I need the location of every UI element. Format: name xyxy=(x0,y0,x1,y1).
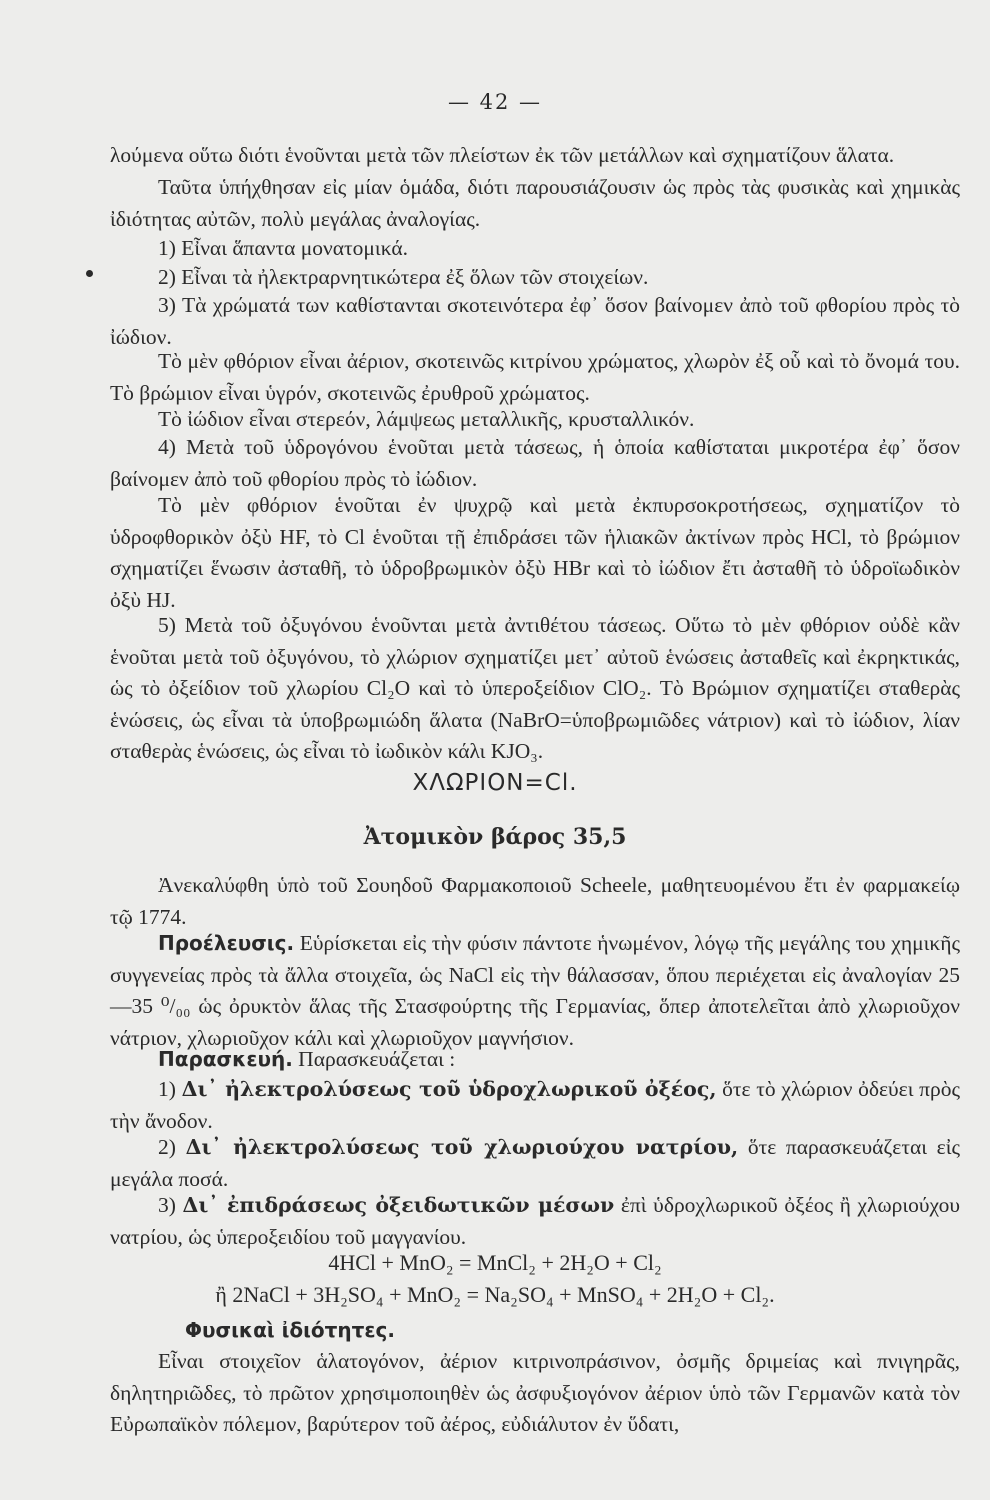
page-number: — 42 — xyxy=(447,90,543,114)
paragraph-preparation xyxy=(110,1044,960,1076)
paragraph-colors: Τὸ μὲν φθόριον εἶναι ἀέριον, σκοτεινῶς κιτρίνου χρώματος, χλωρὸν ἐξ οὗ καὶ τὸ ὄνομά του. Τὸ βρώμιον εἶναι ὑγρόν, σκοτεινῶς ἐρυθροῦ χρώματος. xyxy=(110,349,960,405)
method-1-text: ὅτε τὸ χλώριον ὀδεύει πρὸς τὴν ἄνοδον. xyxy=(110,1077,961,1133)
property-2: 2) Εἶναι τὰ ἠλεκτραρνητικώτερα ἐξ ὅλων τῶν στοιχείων. xyxy=(158,265,649,289)
method-1-title: Δι᾽ ἠλεκτρολύσεως τοῦ ὑδροχλωρικοῦ ὀξέος, xyxy=(181,1077,717,1101)
paragraph-origin xyxy=(110,928,960,1054)
physical-properties-heading: Φυσικαὶ ἰδιότητες. xyxy=(185,1318,395,1342)
method-3 xyxy=(110,1190,960,1253)
paragraph-discovery: Ἀνεκαλύφθη ὑπὸ τοῦ Σουηδοῦ Φαρμακοποιοῦ Scheele, μαθητευομένου ἔτι ἐν φαρμακείῳ τῷ 1774. xyxy=(110,873,960,929)
origin-text: Εὑρίσκεται εἰς τὴν φύσιν πάντοτε ἡνωμένον, λόγῳ τῆς μεγάλης του χημικῆς συγγενείας πρὸς τὰ ἄλλα στοιχεῖα, ὡς NaCl εἰς τὴν θάλασσαν, ὅπου περιέχεται εἰς ἀναλογίαν 25—35 ⁰/₀₀ ὡς ὀρυκτὸν ἅλας τῆς Στασφούρτης τῆς Γερμανίας, ὅπερ ἀποτελεῖται ἀπὸ χλωριοῦχον νάτριον, χλωριοῦχον κάλι καὶ χλωριοῦχον μαγνήσιον. xyxy=(110,931,960,1050)
preparation-text: Παρασκευάζεται : xyxy=(298,1047,456,1071)
method-3-number: 3) xyxy=(158,1193,176,1217)
property-4: 4) Μετὰ τοῦ ὑδρογόνου ἑνοῦται μετὰ τάσεως, ἡ ὁποία καθίσταται μικροτέρα ἐφ᾽ ὅσον βαίνομεν ἀπὸ τοῦ φθορίου πρὸς τὸ ἰώδιον. xyxy=(110,435,960,491)
origin-heading: Προέλευσις. xyxy=(158,931,295,955)
property-1: 1) Εἶναι ἅπαντα μονατομικά. xyxy=(158,236,408,260)
margin-dot-mark xyxy=(86,270,93,277)
preparation-heading: Παρασκευή. xyxy=(158,1047,293,1071)
equation-1: 4HCl + MnO₂ = MnCl₂ + 2H₂O + Cl₂ xyxy=(328,1250,662,1275)
method-1 xyxy=(110,1074,960,1137)
paragraph-iodine: Τὸ ἰώδιον εἶναι στερεόν, λάμψεως μεταλλικῆς, κρυσταλλικόν. xyxy=(158,407,695,431)
method-1-number: 1) xyxy=(158,1077,176,1101)
atomic-weight: Ἀτομικὸν βάρος 35,5 xyxy=(363,824,627,850)
method-3-title: Δι᾽ ἐπιδράσεως ὀξειδωτικῶν μέσων xyxy=(182,1193,615,1217)
paragraph-intro: λούμενα οὕτω διότι ἑνοῦνται μετὰ τῶν πλείστων ἐκ τῶν μετάλλων καὶ σχηματίζουν ἅλατα. xyxy=(110,143,895,167)
property-5: 5) Μετὰ τοῦ ὀξυγόνου ἑνοῦνται μετὰ ἀντιθέτου τάσεως. Οὕτω τὸ μὲν φθόριον οὐδὲ κἂν ἑνοῦται μετὰ τοῦ ὀξυγόνου, τὸ χλώριον σχηματίζει μετ᾽ αὐτοῦ ἑνώσεις ἀσταθεῖς καὶ ἐκρηκτικάς, ὡς τὸ ὀξείδιον τοῦ χλωρίου Cl₂O καὶ τὸ ὑπεροξείδιον ClO₂. Τὸ Βρώμιον σχηματίζει σταθερὰς ἑνώσεις, ὡς εἶναι τὰ ὑποβρωμιώδη ἅλατα (NaBrO=ὑποβρωμιῶδες νάτριον) καὶ τὸ ἰώδιον, λίαν σταθερὰς ἑνώσεις, ὡς εἶναι τὸ ἰωδικὸν κάλι KJO₃. xyxy=(110,613,960,763)
paragraph-group: Ταῦτα ὑπήχθησαν εἰς μίαν ὁμάδα, διότι παρουσιάζουσιν ὡς πρὸς τὰς φυσικὰς καὶ χημικὰς ἰδιότητας αὐτῶν, πολὺ μεγάλας ἀναλογίας. xyxy=(110,175,960,231)
method-3-text: ἐπὶ ὑδροχλωρικοῦ ὀξέος ἢ χλωριούχου νατρίου, ὡς ὑπεροξειδίου τοῦ μαγγανίου. xyxy=(110,1193,960,1249)
paragraph-physical: Εἶναι στοιχεῖον ἁλατογόνον, ἀέριον κιτρινοπράσινον, ὀσμῆς δριμείας καὶ πνιγηρᾶς, δηλητηριῶδες, τὸ πρῶτον χρησιμοποιηθὲν ὡς ἀσφυξιογόνον ἀέριον ὑπὸ τῶν Γερμανῶν κατὰ τὸν Εὐρωπαϊκὸν πόλεμον, βαρύτερον τοῦ ἀέρος, εὐδιάλυτον ἐν ὕδατι, xyxy=(110,1349,960,1436)
property-3: 3) Τὰ χρώματά των καθίστανται σκοτεινότερα ἐφ᾽ ὅσον βαίνομεν ἀπὸ τοῦ φθορίου πρὸς τὸ ἰώδιον. xyxy=(110,293,960,349)
section-title: ΧΛΩΡΙΟΝ=Cl. xyxy=(412,770,578,796)
method-2-text: ὅτε παρασκευάζεται εἰς μεγάλα ποσά. xyxy=(110,1135,961,1191)
method-2-title: Δι᾽ ἠλεκτρολύσεως τοῦ χλωριούχου νατρίου, xyxy=(185,1135,739,1159)
equation-2: ἢ 2NaCl + 3H₂SO₄ + MnO₂ = Na₂SO₄ + MnSO₄ + 2H₂O + Cl₂. xyxy=(215,1282,775,1307)
paragraph-hydrogen: Τὸ μὲν φθόριον ἑνοῦται ἐν ψυχρῷ καὶ μετὰ ἐκπυρσοκροτήσεως, σχηματίζον τὸ ὑδροφθορικὸν ὀξὺ HF, τὸ Cl ἑνοῦται τῇ ἐπιδράσει τῶν ἡλιακῶν ἀκτίνων πρὸς HCl, τὸ βρώμιον σχηματίζει ἕνωσιν ἀσταθῆ, τὸ ὑδροβρωμικὸν ὀξὺ HBr καὶ τὸ ἰώδιον ἔτι ἀσταθῆ τὸ ὑδροϊωδικὸν ὀξὺ HJ. xyxy=(110,493,960,612)
method-2 xyxy=(110,1132,960,1195)
method-2-number: 2) xyxy=(158,1135,176,1159)
